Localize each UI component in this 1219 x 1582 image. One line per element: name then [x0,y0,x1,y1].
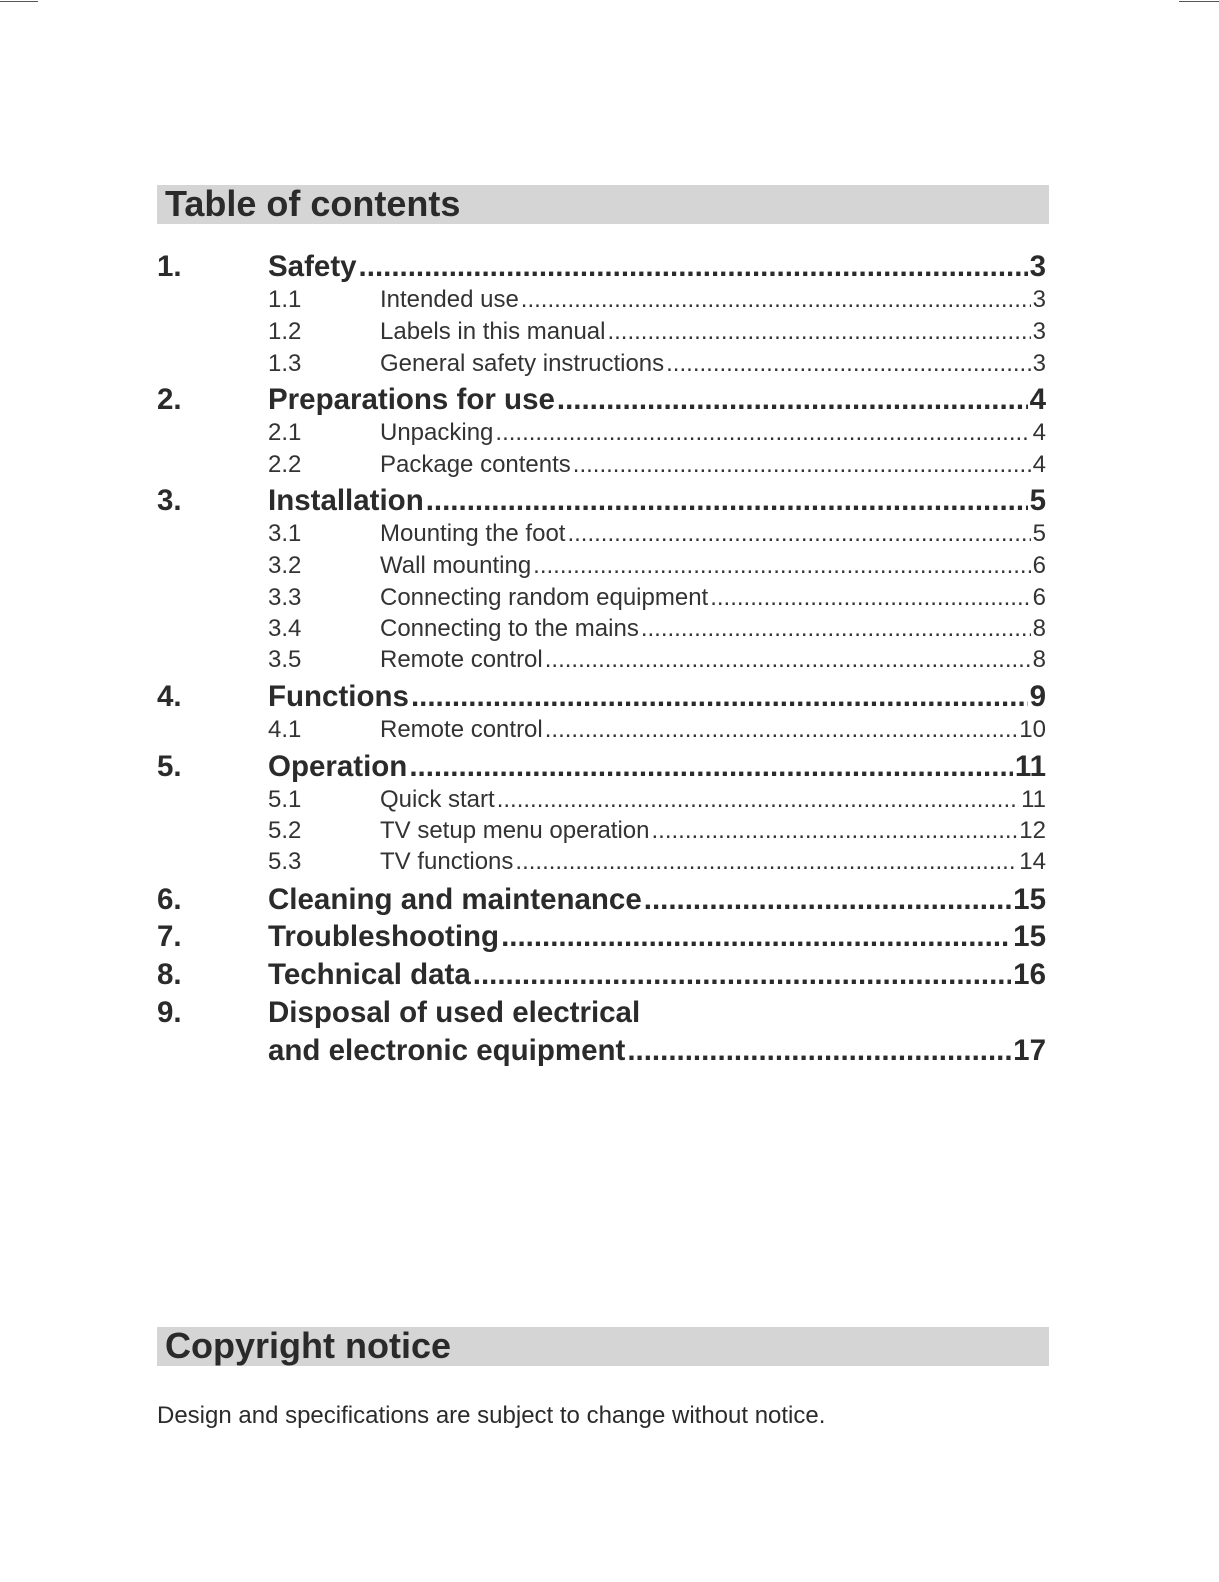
section-number: 3.5 [268,646,302,673]
section-page: 6 [1032,552,1046,579]
copyright-text: Design and specifications are subject to change without notice. [157,1402,826,1429]
chapter-number: 9. [157,996,182,1029]
chapter-page: 5 [1029,484,1046,517]
toc-chapter-preparations[interactable] [157,383,1046,417]
section-number: 1.2 [268,318,302,345]
chapter-number: 7. [157,920,182,953]
section-number: 3.3 [268,584,302,611]
section-page: 14 [1019,848,1046,875]
section-page: 11 [1021,786,1046,813]
chapter-title: Cleaning and maintenance [268,883,642,916]
toc-section-mounting-foot[interactable] [157,520,1046,548]
chapter-number: 8. [157,958,182,991]
chapter-title: Installation [268,484,424,517]
section-number: 3.2 [268,552,302,579]
chapter-number: 5. [157,750,182,783]
section-page: 3 [1032,350,1046,377]
toc-heading-bar [157,185,1049,224]
chapter-title: and electronic equipment [268,1034,626,1067]
chapter-number: 4. [157,680,182,713]
toc-chapter-operation[interactable] [157,750,1046,784]
section-title: Unpacking [380,419,494,446]
toc-heading: Table of contents [165,183,461,224]
chapter-number: 3. [157,484,182,517]
section-page: 6 [1032,584,1046,611]
section-title: Connecting to the mains [380,615,639,642]
toc-section-labels[interactable] [157,318,1046,346]
crop-mark-right [1179,1,1219,2]
chapter-page: 17 [1013,1034,1046,1067]
toc-chapter-functions[interactable] [157,680,1046,714]
section-title: TV functions [380,848,514,875]
section-title: Wall mounting [380,552,532,579]
section-number: 1.3 [268,350,302,377]
section-number: 5.2 [268,817,302,844]
toc-section-connecting-mains[interactable] [157,615,1046,643]
section-page: 4 [1032,419,1046,446]
toc-section-tv-setup-menu[interactable] [157,817,1046,845]
section-title: Package contents [380,451,571,478]
crop-mark-left [0,1,38,2]
toc-section-quick-start[interactable] [157,786,1046,814]
toc-chapter-installation[interactable] [157,484,1046,518]
section-page: 4 [1032,451,1046,478]
section-title: Remote control [380,716,543,743]
toc-section-remote-control-functions[interactable] [157,716,1046,744]
toc-section-general-safety[interactable] [157,350,1046,378]
chapter-title: Operation [268,750,408,783]
chapter-number: 6. [157,883,182,916]
toc-chapter-disposal-line2[interactable] [157,1034,1046,1068]
copyright-heading: Copyright notice [165,1325,451,1366]
section-title: TV setup menu operation [380,817,650,844]
section-page: 12 [1019,817,1046,844]
section-number: 5.1 [268,786,302,813]
toc-chapter-troubleshooting[interactable] [157,920,1046,954]
section-number: 3.4 [268,615,302,642]
chapter-title: Preparations for use [268,383,555,416]
toc-chapter-safety[interactable] [157,250,1046,284]
section-number: 5.3 [268,848,302,875]
chapter-page: 3 [1029,250,1046,283]
chapter-page: 4 [1029,383,1046,416]
chapter-page: 11 [1014,750,1046,783]
chapter-number: 2. [157,383,182,416]
section-title: Labels in this manual [380,318,606,345]
chapter-title-line1: Disposal of used electrical [268,996,641,1029]
toc-section-wall-mounting[interactable] [157,552,1046,580]
section-number: 4.1 [268,716,302,743]
section-title: Intended use [380,286,519,313]
section-page: 3 [1032,286,1046,313]
chapter-page: 16 [1013,958,1046,991]
section-number: 3.1 [268,520,302,547]
chapter-title: Technical data [268,958,471,991]
chapter-title: Troubleshooting [268,920,500,953]
section-title: Connecting random equipment [380,584,709,611]
section-page: 8 [1032,646,1046,673]
section-number: 2.2 [268,451,302,478]
chapter-page: 15 [1013,920,1046,953]
section-page: 10 [1019,716,1046,743]
chapter-page: 9 [1029,680,1046,713]
toc-chapter-cleaning[interactable] [157,883,1046,917]
section-title: Quick start [380,786,495,813]
chapter-title: Safety [268,250,357,283]
section-title: Mounting the foot [380,520,566,547]
chapter-title: Functions [268,680,409,713]
toc-section-connecting-equipment[interactable] [157,584,1046,612]
copyright-heading-bar [157,1327,1049,1366]
section-title: General safety instructions [380,350,665,377]
toc-section-unpacking[interactable] [157,419,1046,447]
section-number: 2.1 [268,419,302,446]
section-page: 5 [1032,520,1046,547]
toc-section-intended-use[interactable] [157,286,1046,314]
section-page: 8 [1032,615,1046,642]
toc-section-package-contents[interactable] [157,451,1046,479]
section-title: Remote control [380,646,543,673]
toc-chapter-disposal-line1[interactable] [157,996,1046,1030]
toc-section-remote-control[interactable] [157,646,1046,674]
section-number: 1.1 [268,286,302,313]
section-page: 3 [1032,318,1046,345]
toc-chapter-technical-data[interactable] [157,958,1046,992]
toc-section-tv-functions[interactable] [157,848,1046,876]
chapter-page: 15 [1013,883,1046,916]
chapter-number: 1. [157,250,182,283]
